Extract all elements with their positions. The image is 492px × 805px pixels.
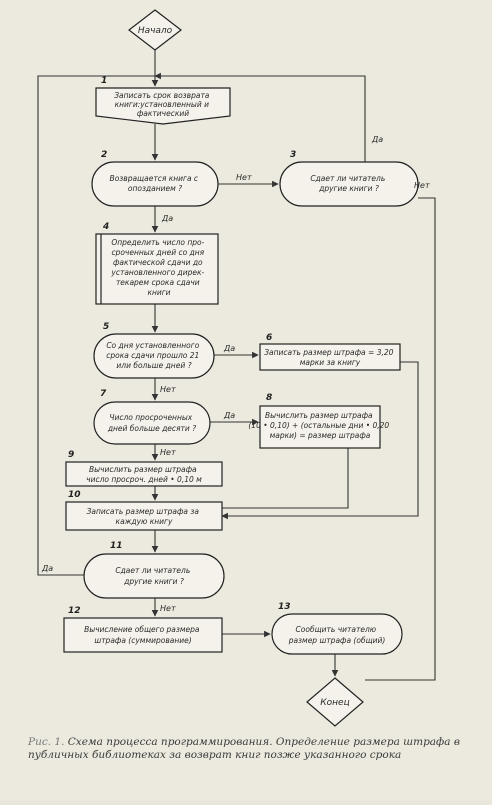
edge-label-11-yes: Да (42, 564, 54, 573)
end-label: Конец (320, 698, 350, 708)
node-11-text: Сдает ли читатель другие книги ? (115, 566, 191, 586)
edge-label-5-7-no: Нет (160, 385, 176, 394)
node-10-number: 10 (68, 490, 81, 500)
node-3-text: Сдает ли читатель другие книги ? (310, 174, 386, 193)
node-4-text: Определить число про- сроченных дней со дня фактической сдачи до установленного дирек- текарем срока сдачи книги (111, 238, 205, 297)
edge-label-3-no: Нет (414, 181, 430, 190)
start-label: Начало (137, 26, 173, 36)
node-6-text: Записать размер штрафа = 3,20 марки за книгу (264, 348, 394, 367)
edge-label-5-6-yes: Да (224, 344, 236, 353)
node-11-number: 11 (110, 541, 123, 551)
node-10-text: Записать размер штрафа за каждую книгу (86, 507, 200, 526)
node-7-number: 7 (100, 389, 107, 399)
node-2-text: Возвращается книга с опозданием ? (109, 174, 199, 193)
node-11-shape (84, 554, 224, 598)
edge-label-2-4-yes: Да (162, 214, 174, 223)
node-12-shape (64, 618, 222, 652)
node-1-text: Записать срок возврата книги:установленный и фактический (114, 91, 210, 118)
edge-label-2-3-no: Нет (236, 173, 252, 182)
edge-label-11-12-no: Нет (160, 604, 176, 613)
node-6-number: 6 (266, 333, 273, 343)
node-8-number: 8 (266, 393, 273, 403)
node-7-text: Число просроченных дней больше десяти ? (107, 413, 197, 433)
caption-lead: Рис. 1. (28, 736, 65, 748)
node-9-number: 9 (68, 450, 75, 460)
node-13-number: 13 (278, 602, 291, 612)
node-3-number: 3 (290, 150, 297, 160)
node-9-text: Вычислить размер штрафа число просроч. дней • 0,10 м (86, 465, 202, 484)
edge-label-3-yes: Да (372, 135, 384, 144)
figure-caption (28, 736, 468, 762)
caption-text: Схема процесса программирования. Определение размера штрафа в публичных библиотеках за возврат книг позже указанного срока (28, 736, 460, 761)
node-5-text: Со дня установленного срока сдачи прошло 21 или больше дней ? (106, 341, 200, 370)
node-4-number: 4 (103, 222, 110, 232)
edge-8-10 (222, 448, 348, 508)
edge-label-7-8-yes: Да (224, 411, 236, 420)
node-2-number: 2 (101, 150, 108, 160)
node-1-number: 1 (101, 76, 108, 86)
edge-11-loop (38, 76, 155, 575)
node-13-shape (272, 614, 402, 654)
node-13-text: Сообщить читателю размер штрафа (общий) (288, 625, 386, 645)
node-8-text: Вычислить размер штрафа (10 • 0,10) + (остальные дни • 0,20 марки) = размер штрафа (248, 411, 390, 440)
edge-label-7-9-no: Нет (160, 448, 176, 457)
node-12-number: 12 (68, 606, 81, 616)
node-5-number: 5 (103, 322, 110, 332)
node-7-shape (94, 402, 210, 444)
node-12-text: Вычисление общего размера штрафа (суммирование) (84, 625, 200, 645)
